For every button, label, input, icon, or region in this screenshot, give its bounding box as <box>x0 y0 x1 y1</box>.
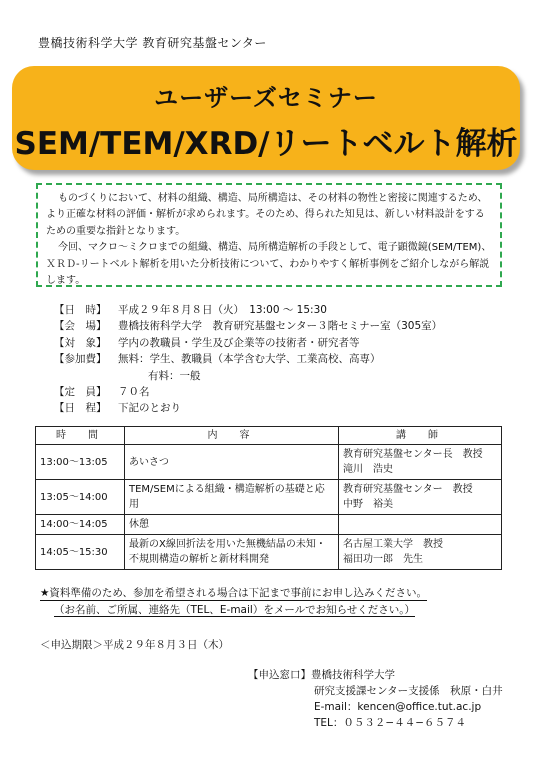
seminar-subtitle: SEM/TEM/XRD/リートベルト解析 <box>14 126 518 162</box>
row-speaker: 名古屋工業大学 教授 福田功一郎 先生 <box>339 535 502 570</box>
detail-fee: 【参加費】 無料：学生、教職員（本学含む大学、工業高校、高専） <box>54 353 381 366</box>
intro-paragraph-1: ものづくりにおいて、材料の組織、構造、局所構造は、その材料の物性と密接に関連するため、より正確な材料の評価・解析が求められます。そのため、得られた知見は、新しい材料設計をするための重要な指針となります。 <box>46 193 488 237</box>
note-line-1: ★資料準備のため、参加を希望される場合は下記まで事前にお申し込みください。 <box>40 587 427 599</box>
contact-info <box>248 667 503 731</box>
organization-name: 豊橋技術科学大学 教育研究基盤センター <box>38 36 267 50</box>
detail-capacity: 【定 員】 ７０名 <box>54 386 150 399</box>
detail-date: 【日 時】 平成２９年８月８日（火） 13:00 〜 15:30 <box>54 304 327 316</box>
table-row <box>36 445 502 480</box>
row-time: 14:05〜15:30 <box>36 535 125 570</box>
row-content: 最新のX線回折法を用いた無機結晶の未知・不規則構造の解析と新材料開発 <box>125 535 339 570</box>
row-time: 14:00〜14:05 <box>36 515 125 535</box>
row-content: あいさつ <box>125 445 339 480</box>
table-header-row <box>36 427 502 445</box>
header-time: 時 間 <box>36 427 125 445</box>
note-line-2: （お名前、ご所属、連絡先（TEL、E-mail）をメールでお知らせください。） <box>54 604 416 616</box>
contact-org: 豊橋技術科学大学 <box>311 669 395 681</box>
contact-tel: TEL：０５３２−４４−６５７４ <box>314 717 466 729</box>
row-speaker: 教育研究基盤センター 教授 中野 裕美 <box>339 480 502 515</box>
schedule-table <box>35 426 502 570</box>
detail-venue: 【会 場】 豊橋技術科学大学 教育研究基盤センター３階セミナー室（305室） <box>54 320 443 333</box>
registration-note <box>40 585 427 619</box>
detail-schedule: 【日 程】 下記のとおり <box>54 402 181 415</box>
header-speaker: 講 師 <box>339 427 502 445</box>
row-time: 13:05〜14:00 <box>36 480 125 515</box>
detail-target: 【対 象】 学内の教職員・学生及び企業等の技術者・研究者等 <box>54 336 360 349</box>
table-row <box>36 515 502 535</box>
header-content: 内 容 <box>125 427 339 445</box>
seminar-title: ユーザーズセミナー <box>154 84 378 112</box>
intro-box <box>36 183 502 287</box>
row-content: 休憩 <box>125 515 339 535</box>
row-time: 13:00〜13:05 <box>36 445 125 480</box>
contact-label: 【申込窓口】 <box>248 669 311 681</box>
application-deadline: ＜申込期限＞平成２９年８月３日（木） <box>40 639 229 651</box>
table-row <box>36 480 502 515</box>
contact-email[interactable]: E-mail：kencen@office.tut.ac.jp <box>314 701 482 713</box>
event-details <box>54 302 442 417</box>
row-speaker: 教育研究基盤センター長 教授 滝川 浩史 <box>339 445 502 480</box>
row-speaker <box>339 515 502 535</box>
detail-fee-paid: 有料：一般 <box>148 369 201 382</box>
row-content: TEM/SEMによる組織・構造解析の基礎と応用 <box>125 480 339 515</box>
contact-dept: 研究支援課センター支援係 秋原・白井 <box>314 685 503 697</box>
table-row <box>36 535 502 570</box>
intro-paragraph-2: 今回、マクロ〜ミクロまでの組織、構造、局所構造解析の手段として、電子顕微鏡(SEM/TEM)、ＸＲＤ-リートベルト解析を用いた分析技術について、わかりやすく解析事例をご紹介しながら解説します。 <box>46 242 492 287</box>
title-banner <box>12 66 520 170</box>
